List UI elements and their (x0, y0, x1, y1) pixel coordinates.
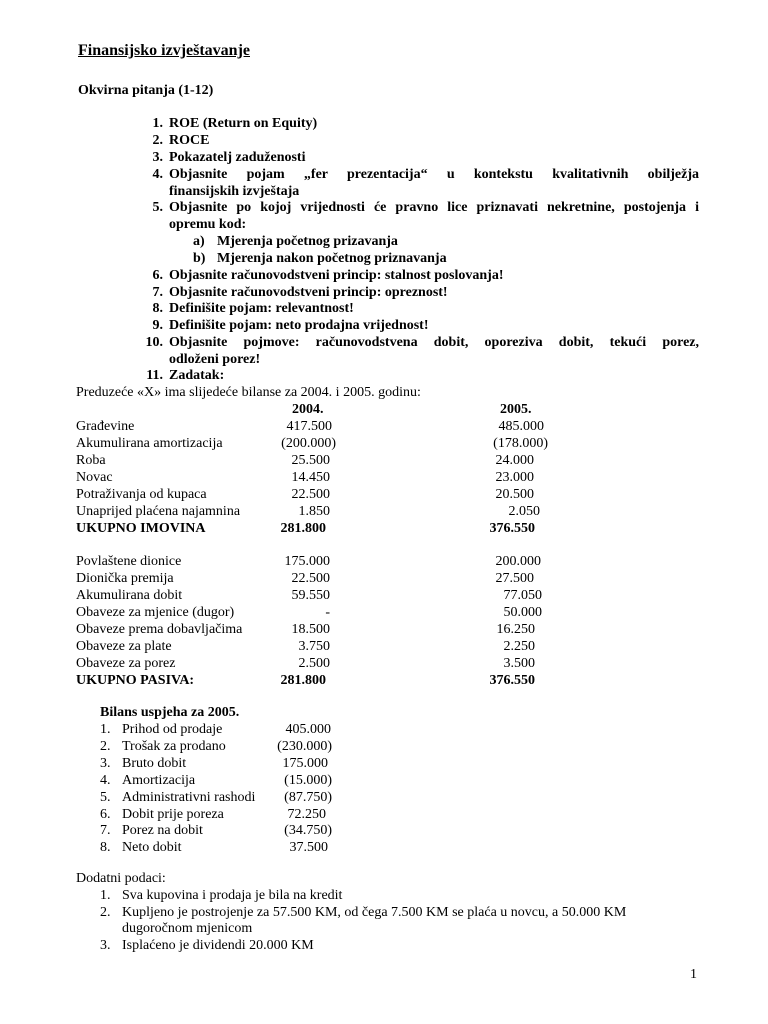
row-label: Obaveze za porez (76, 656, 176, 671)
income-row-value: (87.750) (284, 790, 332, 805)
row-label: Obaveze prema dobavljačima (76, 622, 243, 637)
value-2005: 16.250 (496, 622, 535, 637)
question-number: 6. (152, 268, 163, 283)
income-row (100, 721, 340, 738)
value-2004: 14.450 (291, 470, 330, 485)
row-label: UKUPNO PASIVA: (76, 673, 195, 688)
value-2004: 3.750 (298, 639, 330, 654)
question-text: Zadatak: (169, 368, 225, 383)
balance-row (76, 570, 676, 587)
question-number: 3. (152, 150, 163, 165)
income-row-label: Trošak za prodano (122, 739, 226, 754)
value-2005: 20.500 (495, 487, 534, 502)
income-row-number: 4. (100, 773, 111, 788)
income-row-value: 72.250 (287, 807, 326, 822)
value-2005: 50.000 (503, 605, 542, 620)
additional-item-text-continued: dugoročnom mjenicom (122, 921, 253, 936)
income-row-label: Neto dobit (122, 840, 182, 855)
value-2004: 281.800 (280, 673, 326, 688)
value-2005: 3.500 (503, 656, 535, 671)
value-2005: 23.000 (495, 470, 534, 485)
question-text: Objasnite pojmove: računovodstvena dobit, oporeziva dobit, tekući porez, (169, 335, 699, 350)
income-row (100, 755, 340, 772)
value-2004: 175.000 (284, 554, 330, 569)
income-row-number: 1. (100, 722, 111, 737)
year-2004-header: 2004. (292, 402, 324, 417)
row-label: Roba (76, 453, 106, 468)
balance-row (76, 604, 676, 621)
question-text-continued: finansijskih izvještaja (169, 184, 300, 199)
income-row-label: Bruto dobit (122, 756, 187, 771)
income-row-label: Administrativni rashodi (122, 790, 256, 805)
income-row-value: 37.500 (289, 840, 328, 855)
balance-row (76, 469, 676, 486)
year-2005-header: 2005. (500, 402, 532, 417)
question-number: 10. (145, 335, 163, 350)
income-row-number: 7. (100, 823, 111, 838)
value-2004: 281.800 (280, 521, 326, 536)
balance-row (76, 655, 676, 672)
value-2004: 22.500 (291, 487, 330, 502)
question-text-continued: opremu kod: (169, 217, 247, 232)
question-text: Definišite pojam: neto prodajna vrijednost! (169, 318, 429, 333)
value-2005: 77.050 (503, 588, 542, 603)
row-label: UKUPNO IMOVINA (76, 521, 206, 536)
value-2004: 18.500 (291, 622, 330, 637)
additional-heading: Dodatni podaci: (76, 871, 166, 886)
row-label: Potraživanja od kupaca (76, 487, 207, 502)
value-2005: 485.000 (498, 419, 544, 434)
income-row-value: (15.000) (284, 773, 332, 788)
income-row (100, 772, 340, 789)
value-2004: - (325, 605, 330, 620)
row-label: Obaveze za mjenice (dugor) (76, 605, 235, 620)
value-2005: 2.050 (508, 504, 540, 519)
income-row (100, 822, 340, 839)
sub-item-letter: b) (193, 251, 206, 266)
document-subtitle: Okvirna pitanja (1-12) (78, 83, 214, 98)
value-2005: 2.250 (503, 639, 535, 654)
value-2005: 24.000 (495, 453, 534, 468)
additional-item-text: Sva kupovina i prodaja je bila na kredit (122, 888, 343, 903)
income-row-number: 8. (100, 840, 111, 855)
question-text: Objasnite računovodstveni princip: opreznost! (169, 285, 448, 300)
income-row-number: 2. (100, 739, 111, 754)
additional-item-number: 3. (100, 938, 111, 953)
question-number: 2. (152, 133, 163, 148)
question-text-continued: odloženi porez! (169, 352, 261, 367)
income-row-value: 405.000 (285, 722, 331, 737)
question-number: 9. (152, 318, 163, 333)
balance-row (76, 452, 676, 469)
sub-item-text: Mjerenja početnog prizavanja (217, 234, 398, 249)
row-label: Unaprijed plaćena najamnina (76, 504, 241, 519)
additional-item-number: 2. (100, 905, 111, 920)
income-row (100, 839, 340, 856)
income-row-label: Amortizacija (122, 773, 196, 788)
question-number: 5. (152, 200, 163, 215)
value-2004: 22.500 (291, 571, 330, 586)
question-number: 4. (152, 167, 163, 182)
question-text: Objasnite pojam „fer prezentacija“ u kontekstu kvalitativnih obilježja (169, 167, 699, 182)
balance-row (76, 587, 676, 604)
page-number: 1 (690, 967, 697, 982)
question-text: Pokazatelj zaduženosti (169, 150, 306, 165)
balance-row (76, 418, 676, 435)
value-2004: (200.000) (281, 436, 336, 451)
sub-item-text: Mjerenja nakon početnog priznavanja (217, 251, 447, 266)
question-text: Objasnite računovodstveni princip: stalnost poslovanja! (169, 268, 504, 283)
income-row-value: (230.000) (277, 739, 332, 754)
row-label: Građevine (76, 419, 135, 434)
value-2004: 25.500 (291, 453, 330, 468)
income-row-label: Porez na dobit (122, 823, 203, 838)
value-2005: 27.500 (495, 571, 534, 586)
additional-item-text: Isplaćeno je dividendi 20.000 KM (122, 938, 314, 953)
row-label: Povlaštene dionice (76, 554, 182, 569)
value-2005: 376.550 (489, 673, 535, 688)
question-text: Objasnite po kojoj vrijednosti će pravno lice priznavati nekretnine, postojenja i (169, 200, 699, 215)
income-statement-title: Bilans uspjeha za 2005. (100, 705, 240, 720)
income-row-label: Dobit prije poreza (122, 807, 224, 822)
row-label: Obaveze za plate (76, 639, 172, 654)
income-row-label: Prihod od prodaje (122, 722, 223, 737)
income-row (100, 789, 340, 806)
question-number: 7. (152, 285, 163, 300)
balance-row (76, 486, 676, 503)
value-2005: 376.550 (489, 521, 535, 536)
sub-item-letter: a) (193, 234, 205, 249)
income-row-value: (34.750) (284, 823, 332, 838)
balance-row (76, 435, 676, 452)
value-2005: 200.000 (495, 554, 541, 569)
row-label: Dionička premija (76, 571, 174, 586)
value-2004: 417.500 (286, 419, 332, 434)
value-2004: 59.550 (291, 588, 330, 603)
income-row-number: 3. (100, 756, 111, 771)
question-number: 8. (152, 301, 163, 316)
row-label: Novac (76, 470, 113, 485)
question-text: ROE (Return on Equity) (169, 116, 318, 131)
task-intro: Preduzeće «X» ima slijedeće bilanse za 2004. i 2005. godinu: (76, 385, 421, 400)
value-2005: (178.000) (493, 436, 548, 451)
balance-header-row (76, 401, 676, 418)
liabilities-total-row (76, 672, 676, 689)
additional-item-number: 1. (100, 888, 111, 903)
income-row-number: 5. (100, 790, 111, 805)
row-label: Akumulirana dobit (76, 588, 183, 603)
income-row-number: 6. (100, 807, 111, 822)
value-2004: 1.850 (298, 504, 330, 519)
row-label: Akumulirana amortizacija (76, 436, 223, 451)
question-text: ROCE (169, 133, 210, 148)
question-text: Definišite pojam: relevantnost! (169, 301, 354, 316)
question-number: 1. (152, 116, 163, 131)
balance-row (76, 638, 676, 655)
income-row (100, 806, 340, 823)
balance-row (76, 553, 676, 570)
balance-row (76, 503, 676, 520)
income-row-value: 175.000 (282, 756, 328, 771)
balance-row (76, 621, 676, 638)
assets-total-row (76, 520, 676, 537)
value-2004: 2.500 (298, 656, 330, 671)
additional-item-text: Kupljeno je postrojenje za 57.500 KM, od čega 7.500 KM se plaća u novcu, a 50.000 KM (122, 905, 627, 920)
income-row (100, 738, 340, 755)
question-number: 11. (146, 368, 163, 383)
document-title: Finansijsko izvještavanje (78, 42, 250, 59)
